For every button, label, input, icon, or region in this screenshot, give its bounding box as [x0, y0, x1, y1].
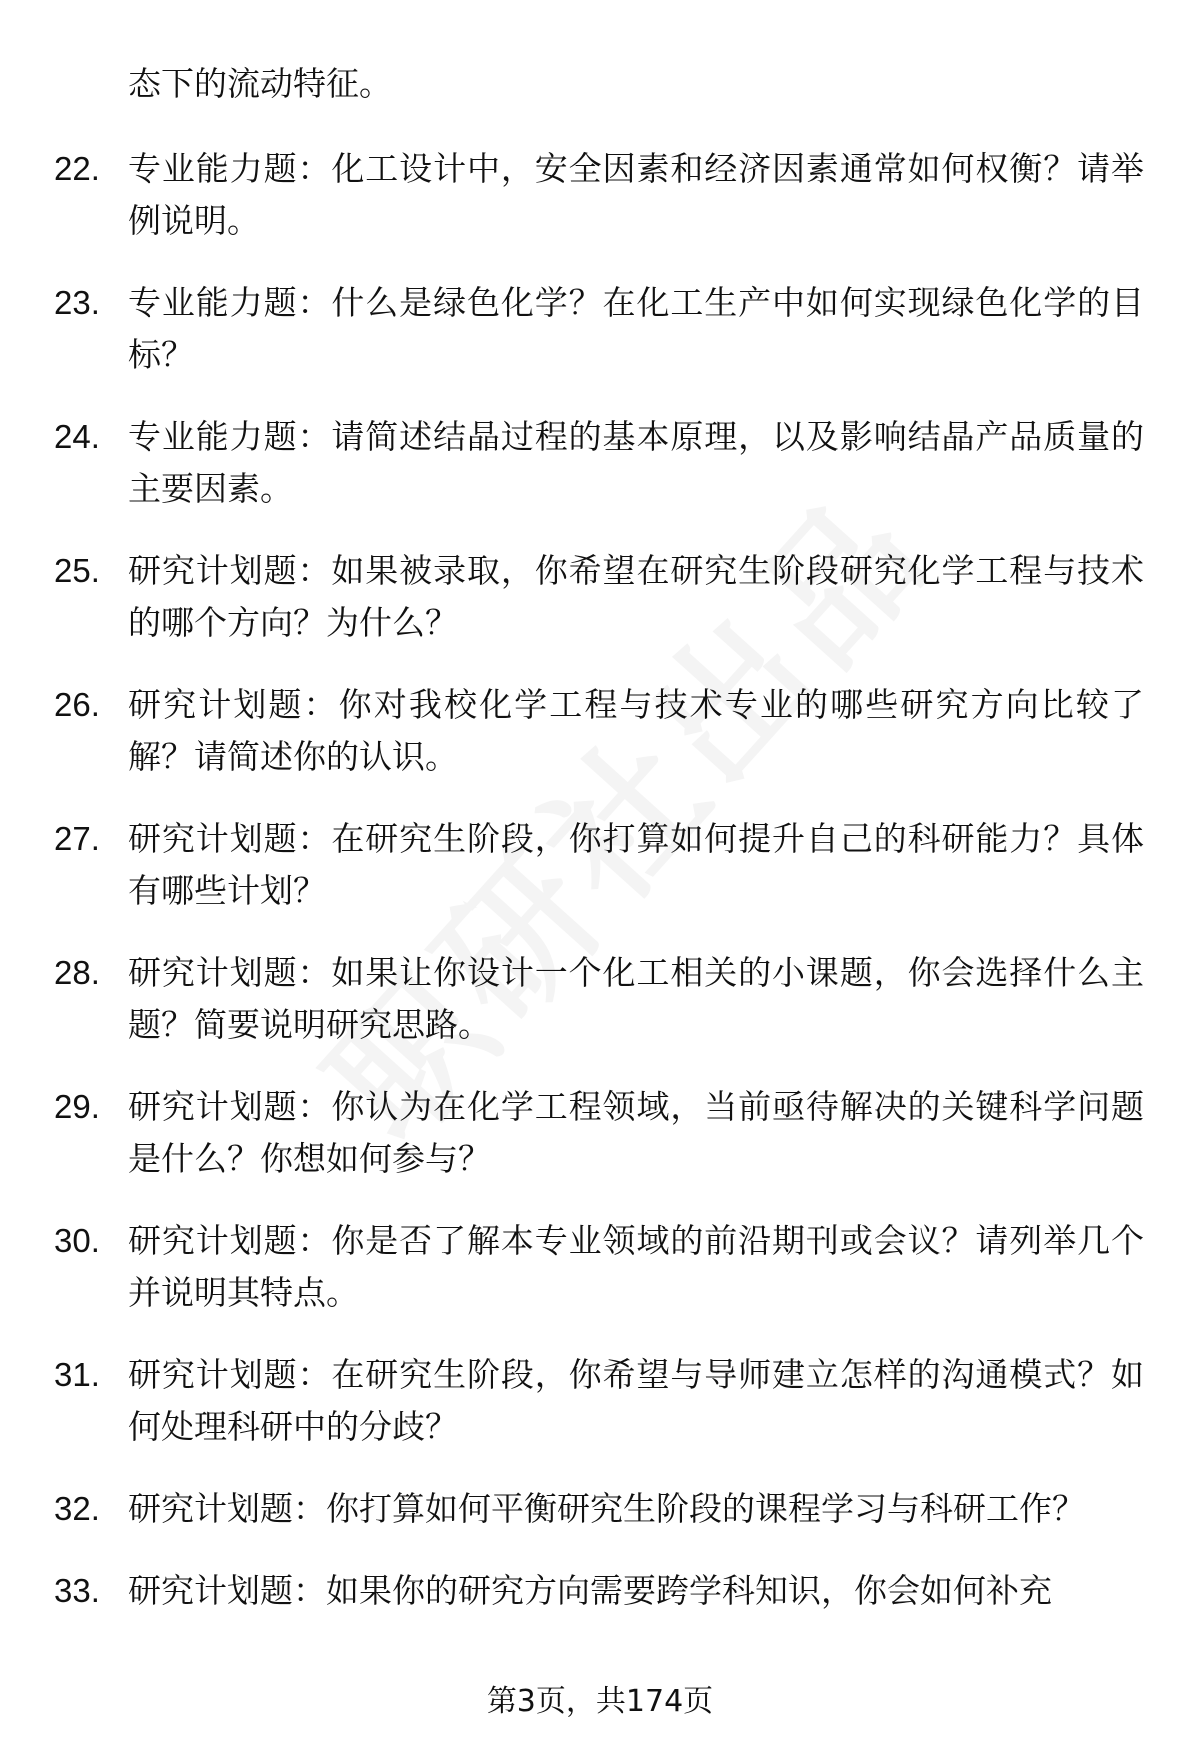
continuation-text: 态下的流动特征。: [128, 64, 392, 103]
question-text: 专业能力题：化工设计中，安全因素和经济因素通常如何权衡？请举例说明。: [128, 149, 1144, 240]
question-item: [54, 1349, 1144, 1453]
question-item: [54, 813, 1144, 917]
question-text: 研究计划题：你打算如何平衡研究生阶段的课程学习与科研工作？: [128, 1489, 1085, 1528]
question-number: 27.: [54, 820, 100, 857]
page-footer: 第3页，共174页: [486, 1684, 714, 1719]
question-text: 研究计划题：如果让你设计一个化工相关的小课题，你会选择什么主题？简要说明研究思路。: [128, 953, 1144, 1044]
question-text: 研究计划题：如果被录取，你希望在研究生阶段研究化学工程与技术的哪个方向？为什么？: [128, 551, 1144, 642]
question-text: 研究计划题：在研究生阶段，你打算如何提升自己的科研能力？具体有哪些计划？: [128, 819, 1144, 910]
question-item: [54, 277, 1144, 381]
question-text: 专业能力题：请简述结晶过程的基本原理，以及影响结晶产品质量的主要因素。: [128, 417, 1144, 508]
question-text: 研究计划题：你对我校化学工程与技术专业的哪些研究方向比较了解？请简述你的认识。: [128, 685, 1144, 776]
question-number: 25.: [54, 552, 100, 589]
question-item: [54, 1483, 1144, 1535]
question-item: [54, 545, 1144, 649]
question-text: 研究计划题：你认为在化学工程领域，当前亟待解决的关键科学问题是什么？你想如何参与？: [128, 1087, 1144, 1178]
question-number: 33.: [54, 1572, 100, 1609]
question-number: 28.: [54, 954, 100, 991]
question-item: [54, 143, 1144, 247]
question-number: 29.: [54, 1088, 100, 1125]
question-item: [54, 1081, 1144, 1185]
question-item: [54, 1565, 1144, 1617]
question-number: 26.: [54, 686, 100, 723]
question-list: [54, 58, 1144, 1647]
question-text: 研究计划题：在研究生阶段，你希望与导师建立怎样的沟通模式？如何处理科研中的分歧？: [128, 1355, 1144, 1446]
question-text: 专业能力题：什么是绿色化学？在化工生产中如何实现绿色化学的目标？: [128, 283, 1144, 374]
question-number: 32.: [54, 1490, 100, 1527]
question-item: [54, 411, 1144, 515]
question-number: 24.: [54, 418, 100, 455]
question-number: 31.: [54, 1356, 100, 1393]
question-number: 22.: [54, 150, 100, 187]
question-text: 研究计划题：如果你的研究方向需要跨学科知识，你会如何补充: [128, 1571, 1052, 1610]
question-number: 23.: [54, 284, 100, 321]
question-number: 30.: [54, 1222, 100, 1259]
question-item: [54, 1215, 1144, 1319]
question-item: [54, 679, 1144, 783]
question-item: [54, 947, 1144, 1051]
question-text: 研究计划题：你是否了解本专业领域的前沿期刊或会议？请列举几个并说明其特点。: [128, 1221, 1144, 1312]
